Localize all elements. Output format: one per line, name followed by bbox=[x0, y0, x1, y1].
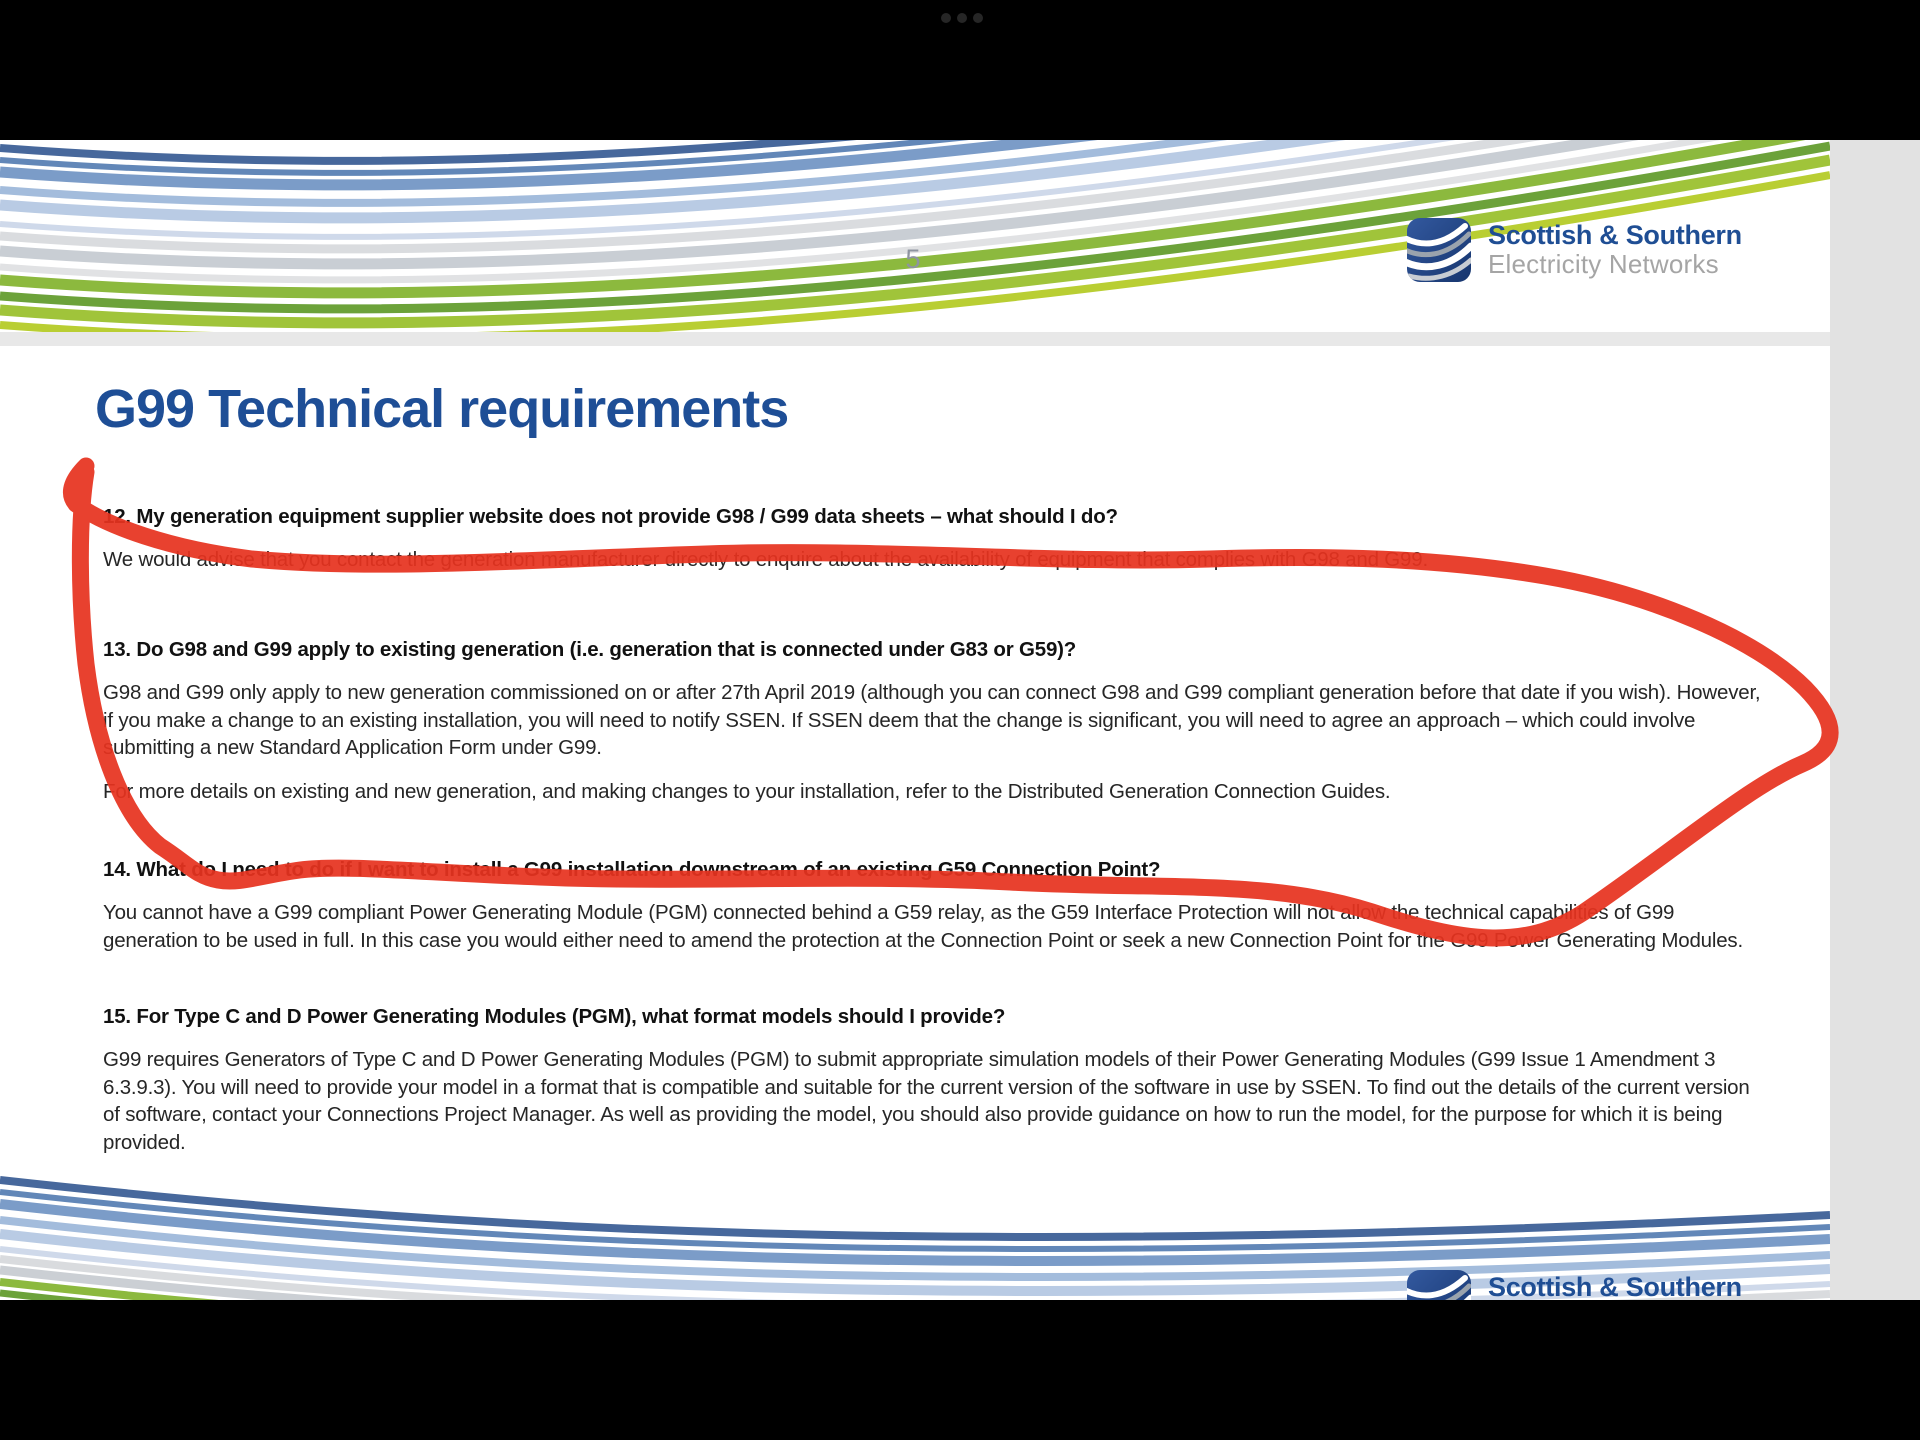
page-title: G99 Technical requirements bbox=[95, 379, 789, 439]
faq-section-12 bbox=[103, 503, 1763, 590]
dot-icon bbox=[941, 13, 951, 23]
faq-section-15 bbox=[103, 1003, 1763, 1172]
logo-name-text: Scottish & Southern bbox=[1488, 1272, 1742, 1300]
page-number: 5 bbox=[905, 244, 921, 274]
ssen-logo-footer bbox=[1407, 1270, 1767, 1300]
viewer-gutter bbox=[1830, 140, 1920, 1300]
faq-section-13 bbox=[103, 636, 1763, 821]
faq-question-13: 13. Do G98 and G99 apply to existing generation (i.e. generation that is connected under G83 or G59)? bbox=[103, 638, 1077, 661]
faq-answer-15: G99 requires Generators of Type C and D Power Generating Modules (PGM) to submit appropriate simulation models of their Power Generating Modules (G99 Issue 1 Amendment 3 6.3.9.3). You will need to provide your model in a format that is compatible and suitable for the current version of the software in use by SSEN. To find out the details of the current version of software, contact your Connections Project Manager. As well as providing the model, you should also provide guidance on how to run the model, for the purpose for which it is being provided. bbox=[103, 1048, 1750, 1154]
faq-question-14: 14. What do I need to do if I want to install a G99 installation downstream of an existing G59 Connection Point? bbox=[103, 858, 1161, 881]
logo-division-text: Electricity Networks bbox=[1488, 249, 1719, 279]
logo-name-text: Scottish & Southern bbox=[1488, 220, 1742, 250]
page-gap-divider bbox=[0, 332, 1830, 346]
faq-answer-13: G98 and G99 only apply to new generation commissioned on or after 27th April 2019 (although you can connect G98 and G99 compliant generation before that date if you wish). However, if you make a change to an existing installation, you will need to notify SSEN. If SSEN deem that the change is significant, you will need to agree an approach – which could involve submitting a new Standard Application Form under G99. bbox=[103, 681, 1761, 759]
ssen-logo bbox=[1407, 218, 1767, 284]
faq-question-12: 12. My generation equipment supplier website does not provide G98 / G99 data sheets – what should I do? bbox=[103, 505, 1118, 528]
ssen-logo-icon bbox=[1407, 218, 1471, 282]
faq-answer-14: You cannot have a G99 compliant Power Generating Module (PGM) connected behind a G59 relay, as the G59 Interface Protection will not allow the technical capabilities of G99 generation to be used in full. In this case you would either need to amend the protection at the Connection Point or seek a new Connection Point for the G99 Power Generating Modules. bbox=[103, 901, 1743, 952]
document-page bbox=[0, 140, 1830, 1300]
faq-answer-12: We would advise that you contact the generation manufacturer directly to enquire about the availability of equipment that complies with G98 and G99. bbox=[103, 548, 1428, 571]
faq-section-14 bbox=[103, 856, 1763, 970]
window-handle-dots-icon[interactable] bbox=[941, 13, 983, 23]
faq-answer-13-more: For more details on existing and new generation, and making changes to your installation, refer to the Distributed Generation Connection Guides. bbox=[103, 779, 1391, 803]
faq-question-15: 15. For Type C and D Power Generating Modules (PGM), what format models should I provide? bbox=[103, 1005, 1006, 1028]
dot-icon bbox=[957, 13, 967, 23]
ssen-logo-icon bbox=[1407, 1270, 1471, 1300]
dot-icon bbox=[973, 13, 983, 23]
